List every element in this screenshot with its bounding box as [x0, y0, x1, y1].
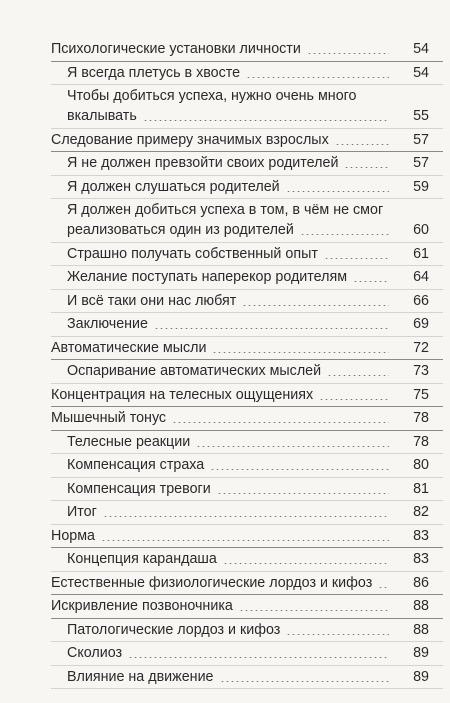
toc-page-number: 81: [413, 480, 429, 497]
toc-page-number: 60: [413, 222, 429, 238]
toc-entry-title: Компенсация страха: [67, 457, 205, 473]
toc-section-row[interactable]: [51, 454, 443, 478]
dot-leader: [154, 328, 389, 329]
toc-section-row[interactable]: [51, 176, 443, 200]
dot-leader: [300, 234, 389, 235]
toc-chapter-row[interactable]: [51, 407, 443, 431]
toc-page-number: 69: [413, 316, 429, 332]
toc-leader-line: [67, 153, 393, 173]
toc-leader-line: [67, 267, 393, 287]
dot-leader: [242, 305, 389, 306]
toc-leader-line: [67, 291, 393, 311]
toc-leader-line: [67, 502, 393, 522]
toc-entry-title: Концентрация на телесных ощущениях: [51, 386, 314, 403]
dot-leader: [335, 144, 389, 145]
toc-section-row[interactable]: [51, 431, 443, 455]
toc-entry-title: Искривление позвоночника: [51, 598, 233, 614]
toc-leader-line: [67, 106, 393, 126]
toc-page-number: 80: [413, 457, 429, 473]
toc-leader-line: [51, 526, 393, 546]
toc-entry-title: Я не должен превзойти своих родителей: [67, 155, 339, 171]
toc-leader-line: [67, 667, 393, 687]
toc-section-row[interactable]: [51, 290, 443, 314]
toc-leader-line: [51, 130, 393, 150]
toc-entry-title: Мышечный тонус: [51, 410, 167, 426]
toc-section-row[interactable]: [51, 360, 443, 384]
toc-page-number: 57: [413, 155, 429, 171]
toc-page-number: 61: [413, 245, 429, 262]
toc-page-number: 57: [413, 131, 429, 148]
toc-section-row[interactable]: [51, 85, 443, 129]
toc-page-number: 54: [413, 64, 429, 81]
toc-entry-title: Психологические установки личности: [51, 41, 301, 57]
toc-page-number: 88: [413, 621, 429, 638]
toc-section-row[interactable]: [51, 642, 443, 666]
toc-page-number: 75: [413, 386, 429, 403]
toc-page-number: 89: [413, 668, 429, 685]
toc-page-number: 73: [413, 363, 429, 379]
toc-leader-line: [67, 63, 393, 83]
toc-leader-line: [51, 596, 393, 616]
toc-entry-title: Сколиоз: [67, 645, 123, 661]
toc-entry-title: И всё таки они нас любят: [67, 292, 237, 309]
toc-entry-title: Заключение: [67, 316, 148, 332]
toc-chapter-row[interactable]: [51, 525, 443, 549]
toc-section-row[interactable]: [51, 243, 443, 267]
toc-entry-title: Автоматические мысли: [51, 339, 207, 356]
dot-leader: [324, 258, 389, 259]
toc-entry-title: Оспаривание автоматических мыслей: [67, 363, 322, 379]
toc-page-number: 72: [413, 339, 429, 356]
dot-leader: [210, 469, 389, 470]
toc-chapter-row[interactable]: [51, 337, 443, 361]
dot-leader: [246, 77, 389, 78]
toc-leader-line: [67, 361, 393, 381]
toc-page-number: 83: [413, 527, 429, 544]
dot-leader: [344, 167, 389, 168]
dot-leader: [327, 375, 389, 376]
toc-leader-line: [67, 455, 393, 475]
toc-section-row[interactable]: [51, 619, 443, 643]
toc-chapter-row[interactable]: [51, 384, 443, 408]
toc-entry-title: Норма: [51, 527, 96, 544]
table-of-contents: [51, 38, 443, 689]
toc-chapter-row[interactable]: [51, 595, 443, 619]
dot-leader: [353, 281, 389, 282]
toc-leader-line: [67, 244, 393, 264]
toc-page-number: 55: [413, 108, 429, 124]
toc-entry-title: Желание поступать наперекор родителям: [67, 269, 348, 285]
toc-leader-line: [51, 338, 393, 358]
toc-page-number: 78: [413, 410, 429, 426]
dot-leader: [143, 120, 389, 121]
toc-entry-title: Влияние на движение: [67, 668, 214, 685]
dot-leader: [196, 446, 389, 447]
toc-entry-title: Следование примеру значимых взрослых: [51, 131, 329, 148]
toc-section-row[interactable]: [51, 501, 443, 525]
toc-page-number: 66: [413, 292, 429, 309]
toc-entry-title: Чтобы добиться успеха, нужно очень много вкалывать: [67, 88, 357, 124]
toc-section-row[interactable]: [51, 666, 443, 690]
toc-leader-line: [67, 549, 393, 569]
toc-page-number: 88: [413, 598, 429, 614]
toc-leader-line: [67, 432, 393, 452]
toc-entry-title: Концепция карандаша: [67, 551, 217, 567]
toc-section-row[interactable]: [51, 266, 443, 290]
dot-leader: [217, 493, 389, 494]
toc-leader-line: [51, 39, 393, 59]
toc-entry-title: Я должен слушаться родителей: [67, 178, 280, 195]
dot-leader: [378, 587, 389, 588]
dot-leader: [128, 657, 389, 658]
toc-leader-line: [67, 479, 393, 499]
toc-section-row[interactable]: [51, 62, 443, 86]
toc-page-number: 82: [413, 504, 429, 520]
toc-page-number: 78: [413, 433, 429, 450]
toc-chapter-row[interactable]: [51, 38, 443, 62]
toc-chapter-row[interactable]: [51, 572, 443, 596]
dot-leader: [212, 352, 389, 353]
toc-section-row[interactable]: [51, 199, 443, 243]
toc-section-row[interactable]: [51, 548, 443, 572]
toc-entry-title: Я всегда плетусь в хвосте: [67, 64, 241, 81]
toc-page-number: 64: [413, 269, 429, 285]
dot-leader: [319, 399, 389, 400]
toc-leader-line: [67, 314, 393, 334]
toc-leader-line: [51, 408, 393, 428]
toc-entry-title: Страшно получать собственный опыт: [67, 245, 318, 262]
toc-leader-line: [51, 573, 393, 593]
toc-section-row[interactable]: [51, 313, 443, 337]
toc-leader-line: [67, 177, 393, 197]
toc-entry-title: Компенсация тревоги: [67, 480, 211, 497]
dot-leader: [239, 610, 389, 611]
toc-chapter-row[interactable]: [51, 129, 443, 153]
dot-leader: [172, 422, 389, 423]
dot-leader: [307, 53, 389, 54]
dot-leader: [101, 540, 389, 541]
toc-section-row[interactable]: [51, 478, 443, 502]
dot-leader: [220, 681, 389, 682]
toc-leader-line: [67, 220, 393, 240]
toc-section-row[interactable]: [51, 152, 443, 176]
toc-entry-title: Естественные физиологические лордоз и кифоз: [51, 574, 373, 591]
dot-leader: [286, 191, 389, 192]
toc-page-number: 54: [413, 41, 429, 57]
toc-page-number: 89: [413, 645, 429, 661]
toc-page-number: 86: [413, 574, 429, 591]
toc-entry-title: Телесные реакции: [67, 433, 191, 450]
dot-leader: [103, 516, 389, 517]
toc-page-number: 83: [413, 551, 429, 567]
toc-entry-title: Я должен добиться успеха в том, в чём не смог реализоваться один из родителей: [67, 202, 384, 238]
dot-leader: [286, 634, 389, 635]
toc-entry-title: Патологические лордоз и кифоз: [67, 621, 281, 638]
toc-entry-title: Итог: [67, 504, 97, 520]
toc-page-number: 59: [413, 178, 429, 195]
toc-leader-line: [67, 643, 393, 663]
dot-leader: [223, 563, 389, 564]
toc-leader-line: [67, 620, 393, 640]
toc-leader-line: [51, 385, 393, 405]
